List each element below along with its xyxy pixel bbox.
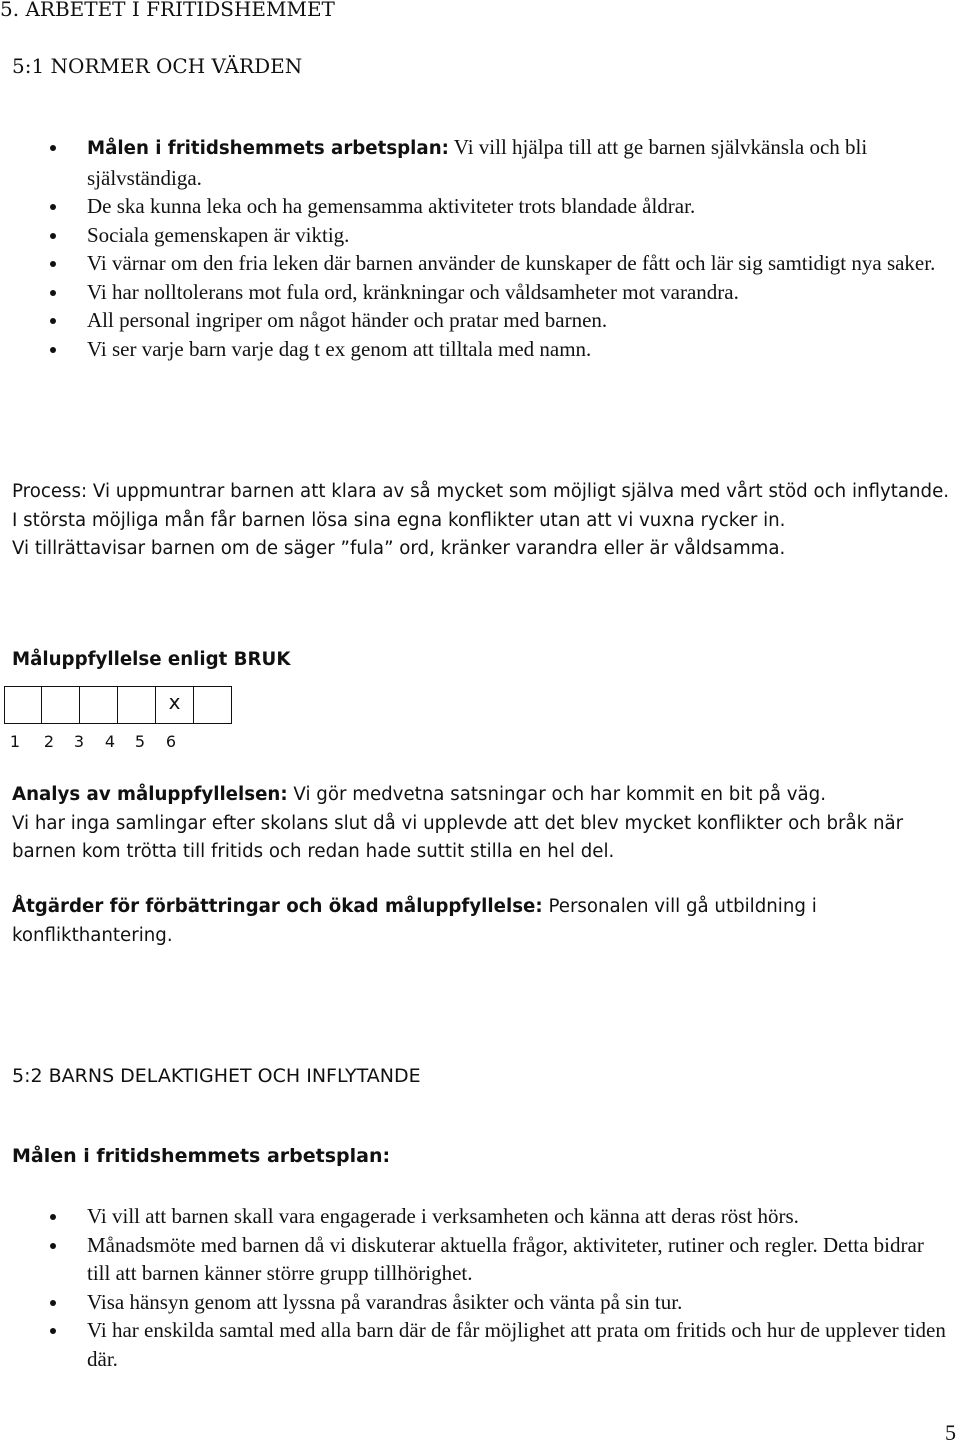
measures-text: Personalen vill gå utbildning i konflikthantering. [12, 896, 817, 946]
page-number: 5 [945, 1420, 956, 1445]
list-item [12, 335, 942, 364]
analysis-paragraph [12, 781, 942, 867]
list-item-text: Visa hänsyn genom att lyssna på varandras åsikter och vänta på sin tur. [87, 1289, 683, 1314]
scale-box-3 [79, 686, 118, 724]
list-item [12, 1288, 947, 1317]
process-label: Process: [12, 481, 88, 502]
list-item [12, 192, 942, 221]
bullet-icon [50, 145, 56, 151]
list-item-text: All personal ingriper om något händer och pratar med barnen. [87, 308, 608, 332]
list-item [12, 133, 942, 192]
bullet-icon [50, 318, 56, 324]
list-item-text: Vi vill hjälpa till att ge barnen självkänsla och bli självständiga. [87, 135, 868, 190]
subsection-heading-5-2: 5:2 BARNS DELAKTIGHET OCH INFLYTANDE [12, 1065, 421, 1087]
list-item-text: Vi värnar om den fria leken där barnen använder de kunskaper de fått och lär sig samtidigt nya saker. [87, 251, 936, 275]
scale-box-2 [41, 686, 80, 724]
measures-label: Åtgärder för förbättringar och ökad måluppfyllelse: [12, 896, 543, 917]
list-item [12, 221, 942, 250]
list-item-text: Vi har nolltolerans mot fula ord, kränkningar och våldsamheter mot varandra. [87, 279, 739, 304]
participation-bullet-list [12, 1202, 947, 1373]
process-text: Vi uppmuntrar barnen att klara av så mycket som möjligt själva med vårt stöd och inflytande. [87, 481, 950, 502]
bullet-icon [50, 1328, 56, 1334]
process-paragraph [12, 478, 952, 564]
list-item-text: Vi ser varje barn varje dag t ex genom att tilltala med namn. [87, 336, 592, 361]
list-item [12, 1202, 947, 1231]
goals-subheading: Målen i fritidshemmets arbetsplan: [12, 1145, 391, 1167]
subsection-heading-5-1: 5:1 NORMER OCH VÄRDEN [12, 54, 303, 78]
list-item [12, 1231, 947, 1288]
list-item-text: Månadsmöte med barnen då vi diskuterar aktuella frågor, aktiviteter, rutiner och regler. Detta bidrar till att barnen känner större grupp tillhörighet. [87, 1232, 924, 1285]
bullet-icon [50, 261, 56, 267]
bruk-heading: Måluppfyllelse enligt BRUK [12, 649, 291, 670]
list-item [12, 249, 942, 278]
bullet-icon [50, 204, 56, 210]
bullet-icon [50, 1214, 56, 1220]
scale-box-6 [193, 686, 232, 724]
scale-number: 5 [134, 732, 146, 751]
bullet-icon [50, 1243, 56, 1249]
scale-number: 6 [165, 732, 177, 751]
scale-number: 4 [104, 732, 116, 751]
analysis-line: Vi har inga samlingar efter skolans slut då vi upplevde att det blev mycket konflikter och bråk när barnen kom trötta till fritids och redan hade suttit stilla en hel del. [12, 812, 904, 862]
list-item-text: Vi vill att barnen skall vara engagerade i verksamheten och känna att deras röst hörs. [87, 1204, 799, 1228]
process-line: Vi tillrättavisar barnen om de säger ”fula” ord, kränker varandra eller är våldsamma. [12, 538, 786, 559]
scale-number: 1 [9, 732, 21, 751]
list-item [12, 306, 942, 335]
bullet-icon [50, 290, 56, 296]
list-item [12, 1316, 947, 1373]
scale-box-5-selected: x [155, 686, 194, 724]
bullet-icon [50, 233, 56, 239]
bullet-icon [50, 1300, 56, 1306]
list-item-text: Sociala gemenskapen är viktig. [87, 222, 350, 247]
list-item-text: Vi har enskilda samtal med alla barn där de får möjlighet att prata om fritids och hur de upplever tiden där. [87, 1318, 946, 1371]
scale-box-4 [117, 686, 156, 724]
goal-label: Målen i fritidshemmets arbetsplan: [87, 138, 449, 159]
scale-number: 3 [73, 732, 85, 751]
analysis-label: Analys av måluppfyllelsen: [12, 784, 288, 805]
analysis-text: Vi gör medvetna satsningar och har kommit en bit på väg. [287, 784, 826, 805]
measures-paragraph [12, 893, 912, 950]
list-item [12, 278, 942, 307]
scale-number: 2 [43, 732, 55, 751]
bullet-icon [50, 347, 56, 353]
process-line: I största möjliga mån får barnen lösa sina egna konflikter utan att vi vuxna rycker in. [12, 509, 786, 531]
list-item-text: De ska kunna leka och ha gemensamma aktiviteter trots blandade åldrar. [87, 194, 696, 218]
scale-box-1 [4, 686, 42, 724]
section-heading: 5. ARBETET I FRITIDSHEMMET [0, 0, 335, 21]
norms-bullet-list [12, 133, 942, 363]
